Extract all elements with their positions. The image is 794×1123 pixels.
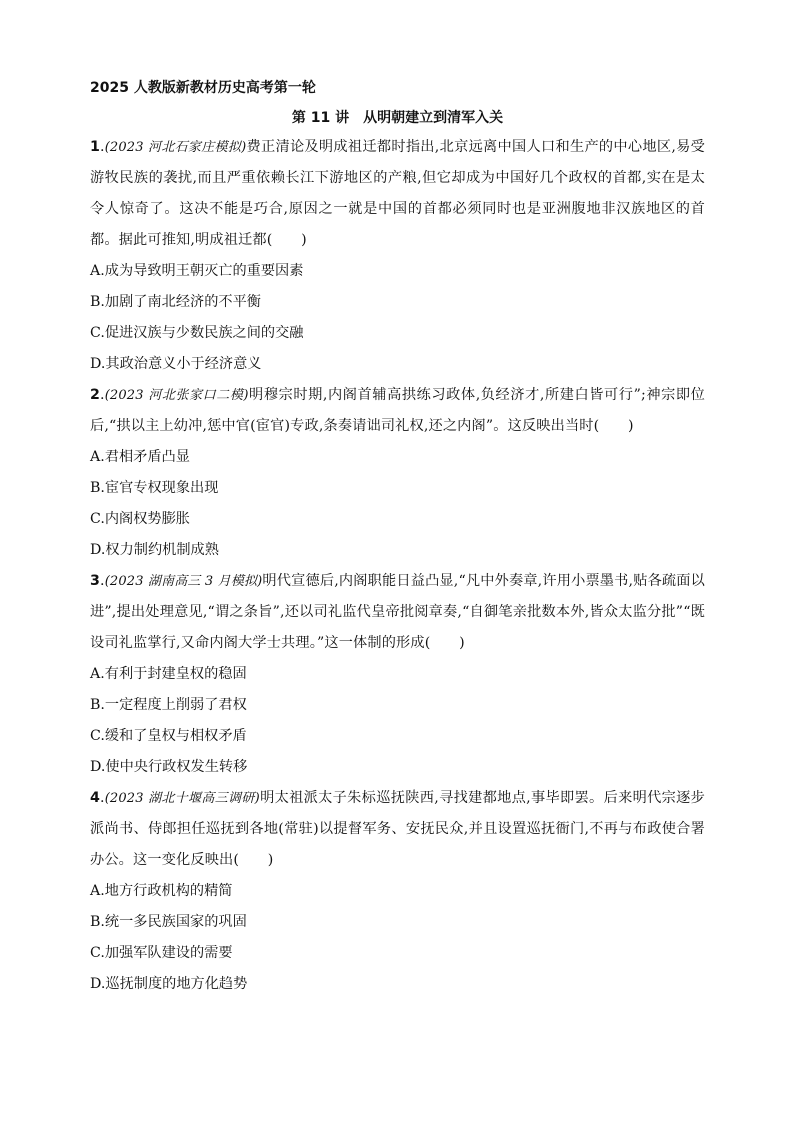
option-b: B.一定程度上削弱了君权 [90, 697, 247, 713]
question-dot: . [100, 790, 105, 806]
question-stem [90, 380, 705, 442]
question-4 [90, 783, 705, 1000]
option-b: B.宦官专权现象出现 [90, 480, 219, 496]
option-a: A.有利于封建皇权的稳固 [90, 666, 247, 682]
option-d: D.其政治意义小于经济意义 [90, 356, 262, 372]
option-d: D.巡抚制度的地方化趋势 [90, 976, 248, 992]
option-c: C.缓和了皇权与相权矛盾 [90, 728, 247, 744]
question-number: 3 [90, 573, 101, 589]
option-a: A.成为导致明王朝灭亡的重要因素 [90, 263, 304, 279]
option-c: C.促进汉族与少数民族之间的交融 [90, 325, 304, 341]
question-source: (2023 河北张家口二模) [104, 388, 249, 403]
question-number: 4 [90, 790, 101, 806]
question-stem [90, 566, 705, 659]
question-source: (2023 湖南高三 3 月模拟) [104, 574, 263, 589]
document-page [90, 78, 705, 1000]
option-a: A.地方行政机构的精简 [90, 883, 233, 899]
question-source: (2023 湖北十堰高三调研) [104, 791, 260, 806]
question-source: (2023 河北石家庄模拟) [104, 140, 247, 155]
option-c: C.内阁权势膨胀 [90, 511, 190, 527]
document-header: 2025 人教版新教材历史高考第一轮 [90, 80, 316, 96]
question-number: 1 [90, 139, 101, 155]
question-number: 2 [90, 387, 101, 403]
question-dot: . [100, 387, 105, 403]
question-2 [90, 380, 705, 566]
option-d: D.权力制约机制成熟 [90, 542, 219, 558]
option-d: D.使中央行政权发生转移 [90, 759, 248, 775]
question-text: 明太祖派太子朱标巡抚陕西,寻找建都地点,事毕即罢。后来明代宗逐步派尚书、侍郎担任巡抚到各地(常驻)以提督军务、安抚民众,并且设置巡抚衙门,不再与布政使合署办公。这一变化反映出( ) [90, 790, 705, 868]
option-c: C.加强军队建设的需要 [90, 945, 233, 961]
question-stem [90, 132, 705, 256]
option-b: B.统一多民族国家的巩固 [90, 914, 247, 930]
question-text: 明代宣德后,内阁职能日益凸显,“凡中外奏章,许用小票墨书,贴各疏面以进”,提出处理意见,“谓之条旨”,还以司礼监代皇帝批阅章奏,“自御笔亲批数本外,皆众太监分批”“既设司礼监掌行,又命内阁大学士共理。”这一体制的形成( ) [90, 573, 705, 651]
option-a: A.君相矛盾凸显 [90, 449, 190, 465]
question-text: 明穆宗时期,内阁首辅高拱练习政体,负经济才,所建白皆可行”;神宗即位后,“拱以主上幼冲,惩中官(宦官)专政,条奏请诎司礼权,还之内阁”。这反映出当时( ) [90, 387, 705, 434]
option-b: B.加剧了南北经济的不平衡 [90, 294, 261, 310]
question-dot: . [100, 573, 105, 589]
question-stem [90, 783, 705, 876]
question-dot: . [100, 139, 105, 155]
question-1 [90, 132, 705, 380]
question-text: 费正清论及明成祖迁都时指出,北京远离中国人口和生产的中心地区,易受游牧民族的袭扰,而且严重依赖长江下游地区的产粮,但它却成为中国好几个政权的首都,实在是太令人惊奇了。这决不能是巧合,原因之一就是中国的首都必须同时也是亚洲腹地非汉族地区的首都。据此可推知,明成祖迁都( ) [90, 139, 705, 248]
lecture-title: 第 11 讲 从明朝建立到清军入关 [291, 110, 504, 126]
question-3 [90, 566, 705, 783]
